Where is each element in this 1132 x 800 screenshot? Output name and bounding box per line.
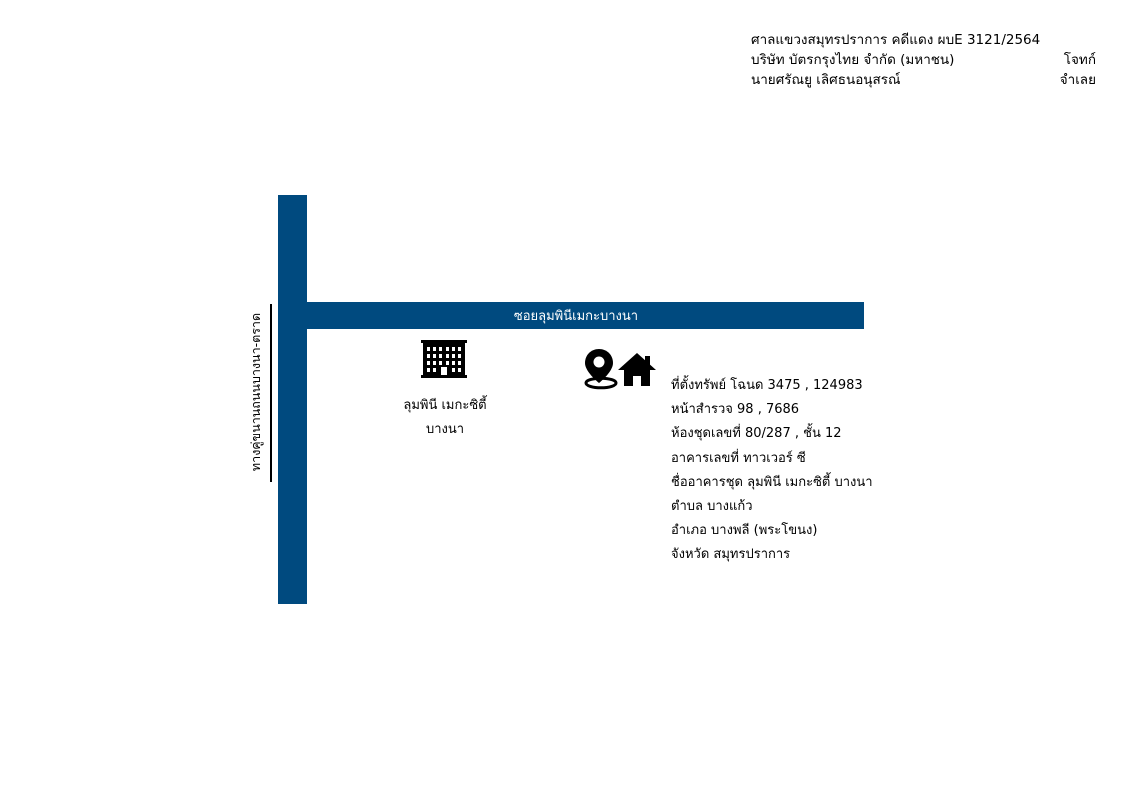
property-info-line: อาคารเลขที่ ทาวเวอร์ ซี <box>671 450 806 466</box>
home-icon <box>618 352 656 387</box>
landmark-name: ลุมพินี เมกะซิตี้ <box>403 398 487 413</box>
horizontal-road-label: ซอยลุมพินีเมกะบางนา <box>513 309 639 324</box>
horizontal-road <box>278 302 864 329</box>
case-header <box>751 30 1096 90</box>
property-info-line: หน้าสำรวจ 98 , 7686 <box>671 402 800 418</box>
court-case-number: ศาลแขวงสมุทรปราการ คดีแดง ผบE 3121/2564 <box>751 32 1041 48</box>
property-info <box>671 374 873 568</box>
property-info-line: จังหวัด สมุทรปราการ <box>671 547 791 563</box>
defendant-name: นายศรัณยู เลิศธนอนุสรณ์ <box>751 72 901 88</box>
side-road-label: ทางคู่ขนานถนนบางนา-ตราด <box>248 312 263 472</box>
property-info-line: ห้องชุดเลขที่ 80/287 , ชั้น 12 <box>671 426 842 442</box>
side-road-line <box>270 304 272 482</box>
property-info-line: ชื่ออาคารชุด ลุมพินี เมกะซิตี้ บางนา <box>671 474 873 490</box>
plaintiff-role: โจทก์ <box>1063 52 1096 68</box>
landmark-label <box>375 394 515 442</box>
plaintiff-line <box>751 50 1096 70</box>
location-pin-icon <box>584 348 620 390</box>
property-info-line: อำเภอ บางพลี (พระโขนง) <box>671 523 818 539</box>
plaintiff-name: บริษัท บัตรกรุงไทย จำกัด (มหาชน) <box>751 52 955 68</box>
landmark-area: บางนา <box>425 422 465 437</box>
defendant-line <box>751 70 1096 90</box>
case-court-line <box>751 30 1096 50</box>
building-icon <box>421 340 467 378</box>
vertical-road <box>278 195 307 604</box>
property-info-line: ที่ตั้งทรัพย์ โฉนด 3475 , 124983 <box>671 378 863 393</box>
defendant-role: จำเลย <box>1059 72 1096 88</box>
property-info-line: ตำบล บางแก้ว <box>671 499 753 515</box>
